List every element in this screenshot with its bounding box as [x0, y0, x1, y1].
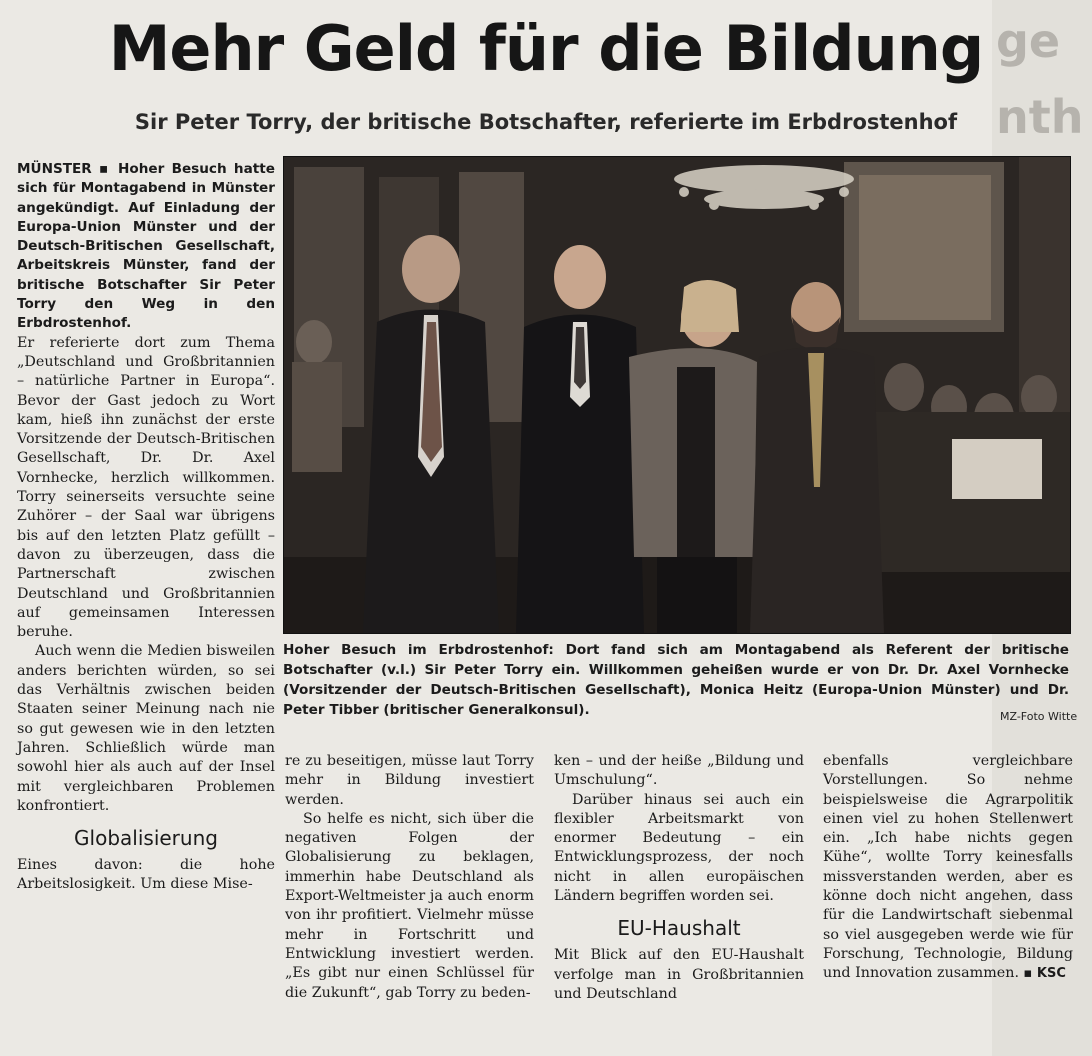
article-column-2: [285, 752, 534, 1003]
lead-paragraph: MÜNSTER ▪ Hoher Besuch hatte sich für Montagabend in Münster angekündigt. Auf Einladung der Europa-Union Münster und der Deutsch-Britischen Gesellschaft, Arbeitskreis Münster, fand der britische Botschafter Sir Peter Torry den Weg in den Erbdrostenhof.: [17, 161, 275, 332]
article-column-3: [554, 752, 804, 1004]
body-paragraph: Auch wenn die Medien bisweilen anders berichten würden, so sei das Verhältnis zwischen beiden Staaten seiner Meinung nach nie so gut gewesen wie in den letzten Jahren. Schließlich würde man sowohl hier als auch auf der Insel mit vergleichbaren Problemen konfrontiert.: [17, 643, 275, 814]
dateline: MÜNSTER ▪: [17, 161, 111, 177]
article-photo: [283, 156, 1071, 634]
body-paragraph: ebenfalls vergleichbare Vorstellungen. So nehme beispielsweise die Agrarpolitik einen viel zu hohen Stellenwert ein. „Ich habe nichts gegen Kühe“, wollte Torry keinesfalls missverstanden werden, aber es könne doch nicht angehen, dass für die Landwirtschaft siebenmal so viel ausgegeben werde wie für Forschung, Technologie, Bildung und Innovation zusammen. ▪ KSC: [823, 753, 1073, 982]
body-paragraph: Er referierte dort zum Thema „Deutschland und Großbritannien – natürliche Partner in Europa“. Bevor der Gast jedoch zu Wort kam, hieß ihn zunächst der erste Vorsitzende der Deutsch-Britischen Gesellschaft, Dr. Dr. Axel Vornhecke, herzlich willkommen. Torry seinerseits versuchte seine Zuhörer – der Saal war übrigens bis auf den letzten Platz gefüllt – davon zu überzeugen, dass die Partnerschaft zwischen Deutschland und Großbritannien auf gemeinsamen Interessen beruhe.: [17, 334, 275, 641]
body-paragraph: So helfe es nicht, sich über die negativen Folgen der Globalisierung zu beklagen, immerhin habe Deutschland als Export-Weltmeister ja auch enorm von ihr profitiert. Vielmehr müsse mehr in Fortschritt und Entwicklung investiert werden. „Es gibt nur einen Schlüssel für die Zukunft“, gab Torry zu beden-: [285, 810, 534, 1001]
article-column-1: [17, 160, 275, 895]
headline: Mehr Geld für die Bildung: [108, 12, 984, 85]
section-subtitle: EU-Haushalt: [617, 916, 741, 941]
section-subtitle: Globalisierung: [74, 826, 218, 851]
body-paragraph: Eines davon: die hohe Arbeitslosigkeit. Um diese Mise-: [17, 857, 275, 893]
article-column-4: [823, 752, 1073, 984]
photo-caption: Hoher Besuch im Erbdrostenhof: Dort fand sich am Montagabend als Referent der britische Botschafter (v.l.) Sir Peter Torry ein. Willkommen geheißen wurde er von Dr. Dr. Axel Vornhecke (Vorsitzender der Deutsch-Britischen Gesellschaft), Monica Heitz (Europa-Union Münster) und Dr. Peter Tibber (britischer Generalkonsul).: [283, 642, 1069, 718]
body-paragraph: Darüber hinaus sei auch ein flexibler Arbeitsmarkt von enormer Bedeutung – ein Entwicklungsprozess, der noch nicht in allen europäischen Ländern begriffen worden sei.: [554, 791, 804, 905]
body-paragraph: re zu beseitigen, müsse laut Torry mehr in Bildung investiert werden.: [285, 753, 534, 808]
photo-illustration: [284, 157, 1070, 633]
subheadline: Sir Peter Torry, der britische Botschafter, referierte im Erbdrostenhof: [134, 110, 958, 134]
body-paragraph: ken – und der heiße „Bildung und Umschulung“.: [554, 753, 804, 789]
photo-credit: MZ-Foto Witte: [1000, 710, 1078, 723]
author-signature: ▪ KSC: [1023, 966, 1066, 982]
body-paragraph: Mit Blick auf den EU-Haushalt verfolge man in Großbritannien und Deutschland: [554, 947, 804, 1002]
adjacent-article-bleed: ge nth: [992, 0, 1092, 1056]
